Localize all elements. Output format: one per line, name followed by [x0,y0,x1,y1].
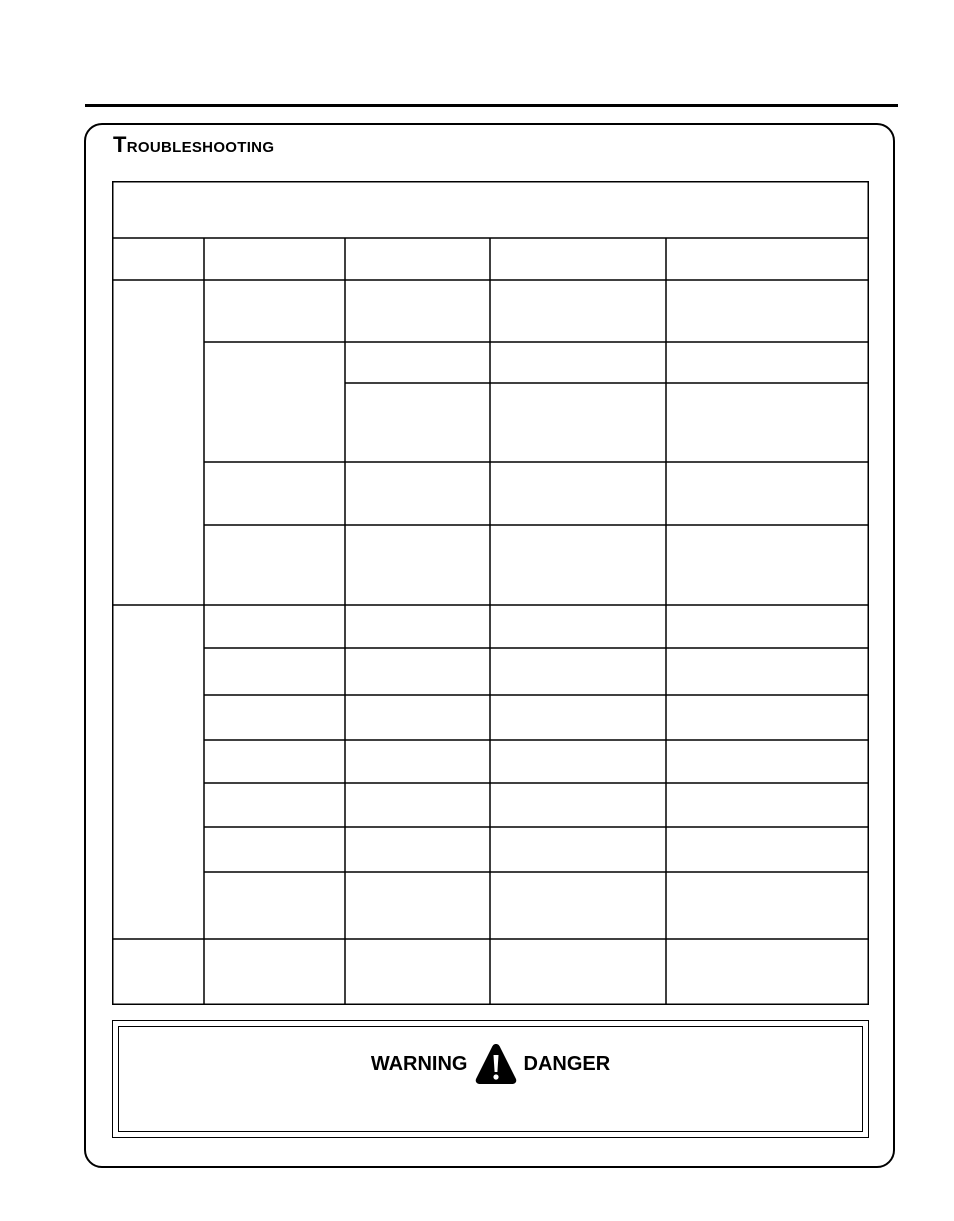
warning-heading [119,1041,862,1087]
warning-notice [112,1020,869,1138]
header-rule [85,104,898,107]
warning-notice-inner [118,1026,863,1132]
warning-label: WARNING [370,1052,468,1075]
danger-label: DANGER [523,1052,611,1075]
section-title-rest: ROUBLESHOOTING [126,139,275,156]
warning-triangle-icon [474,1042,518,1086]
troubleshooting-table [112,181,869,1005]
section-title-initial: T [113,132,127,157]
section-title [113,132,274,158]
table-grid [112,181,869,1005]
